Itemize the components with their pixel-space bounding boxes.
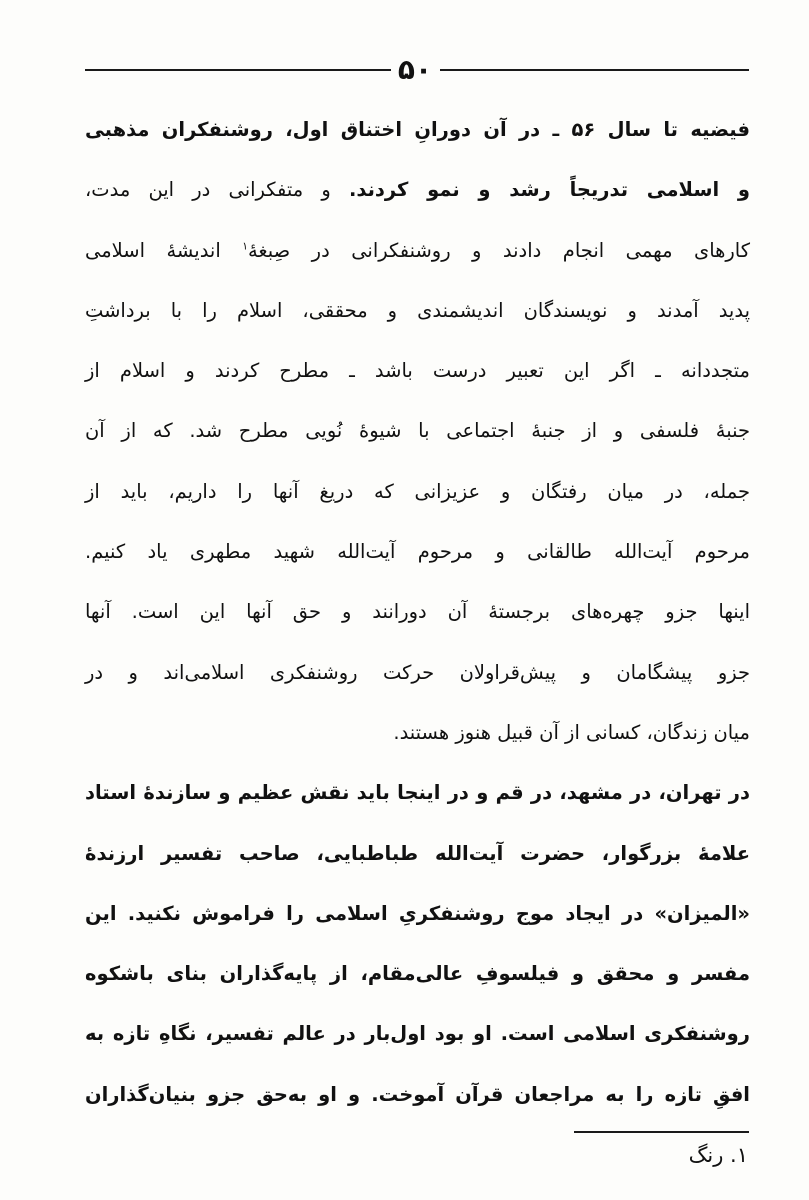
text-line bbox=[85, 643, 750, 703]
line-text bbox=[85, 1022, 750, 1045]
line-text bbox=[85, 118, 750, 141]
line-text bbox=[85, 842, 750, 865]
text-segment: اندیشهٔ اسلامی bbox=[85, 238, 221, 262]
text-segment: جزو پیشگامان و پیش‌قراولان حرکت روشنفکری اسلامی‌اند و در bbox=[85, 660, 750, 684]
text-segment: متجددانه ـ اگر این تعبیر درست باشد ـ مطرح کردند و اسلام از bbox=[85, 359, 750, 383]
line-text bbox=[85, 661, 750, 684]
footnote-marker: ۱ bbox=[242, 239, 248, 253]
header-rule-left bbox=[85, 69, 391, 71]
text-segment: و متفکرانی در این مدت، bbox=[85, 178, 331, 202]
text-line bbox=[85, 824, 750, 884]
paragraph bbox=[85, 100, 750, 763]
text-segment: مرحوم آیت‌الله طالقانی و مرحوم آیت‌الله شهید مطهری یاد کنیم. bbox=[85, 540, 750, 564]
text-segment: جنبهٔ فلسفی و از جنبهٔ اجتماعی با شیوهٔ نُویی مطرح شد. که از آن bbox=[85, 419, 750, 443]
text-line bbox=[85, 221, 750, 281]
text-segment-bold: «المیزان» در ایجاد موج روشنفکریِ اسلامی را فراموش نکنید. این bbox=[85, 901, 750, 925]
text-line bbox=[85, 341, 750, 401]
footnote-separator bbox=[574, 1131, 749, 1133]
text-segment-bold: مفسر و محقق و فیلسوفِ عالی‌مقام، از پایه‌گذاران بنای باشکوه bbox=[85, 962, 750, 986]
text-segment: جمله، در میان رفتگان و عزیزانی که دریغ آنها را داریم، باید از bbox=[85, 479, 750, 503]
text-line bbox=[85, 522, 750, 582]
text-line bbox=[85, 763, 750, 823]
footnote: ۱. رنگ bbox=[688, 1143, 748, 1167]
header-rule-right bbox=[440, 69, 749, 71]
line-text bbox=[85, 781, 750, 804]
line-text bbox=[85, 902, 750, 925]
text-segment: میان زندگان، کسانی از آن قبیل هنوز هستند. bbox=[393, 720, 750, 744]
text-segment-bold: روشنفکری اسلامی است. او بود اول‌بار در عالم تفسیر، نگاهِ تازه به bbox=[85, 1022, 750, 1046]
text-segment-bold: فیضیه تا سال ۵۶ ـ در آن دورانِ اختناق اول، روشنفکران مذهبی bbox=[84, 118, 750, 141]
line-text bbox=[85, 480, 750, 503]
text-line bbox=[85, 160, 750, 220]
line-text bbox=[85, 419, 750, 442]
line-text bbox=[393, 721, 750, 744]
text-segment-bold: در تهران، در مشهد، در قم و در اینجا باید نقش عظیم و سازندهٔ استاد bbox=[85, 781, 750, 805]
text-line bbox=[85, 884, 750, 944]
line-text bbox=[85, 239, 750, 262]
paragraph bbox=[85, 763, 750, 1125]
line-text bbox=[85, 178, 750, 201]
line-text bbox=[85, 299, 750, 322]
text-segment: کارهای مهمی انجام دادند و روشنفکرانی در صِبغهٔ bbox=[247, 238, 750, 262]
text-line bbox=[85, 1004, 750, 1064]
text-segment-bold: افقِ تازه را به مراجعان قرآن آموخت. و او به‌حق جزو بنیان‌گذاران bbox=[85, 1082, 750, 1106]
body-text bbox=[85, 100, 750, 1125]
line-text bbox=[85, 540, 750, 563]
text-line bbox=[85, 582, 750, 642]
text-line bbox=[85, 462, 750, 522]
text-line bbox=[85, 944, 750, 1004]
text-segment-bold: علامهٔ بزرگوار، حضرت آیت‌الله طباطبایی، صاحب تفسیر ارزندهٔ bbox=[85, 841, 750, 865]
text-segment-bold: و اسلامی تدریجاً رشد و نمو کردند. bbox=[348, 178, 750, 202]
line-text bbox=[85, 1083, 750, 1106]
line-text bbox=[85, 600, 750, 623]
page-number: ۵۰ bbox=[397, 53, 433, 86]
line-text bbox=[85, 962, 750, 985]
text-line bbox=[85, 401, 750, 461]
line-text bbox=[85, 359, 750, 382]
text-line bbox=[85, 281, 750, 341]
text-segment: پدید آمدند و نویسندگان اندیشمندی و محققی، اسلام را با برداشتِ bbox=[85, 298, 750, 322]
text-line-last bbox=[85, 703, 750, 763]
text-line bbox=[85, 100, 750, 160]
text-line bbox=[85, 1065, 750, 1125]
text-segment: اینها جزو چهره‌های برجستهٔ آن دورانند و حق آنها این است. آنها bbox=[85, 600, 750, 624]
